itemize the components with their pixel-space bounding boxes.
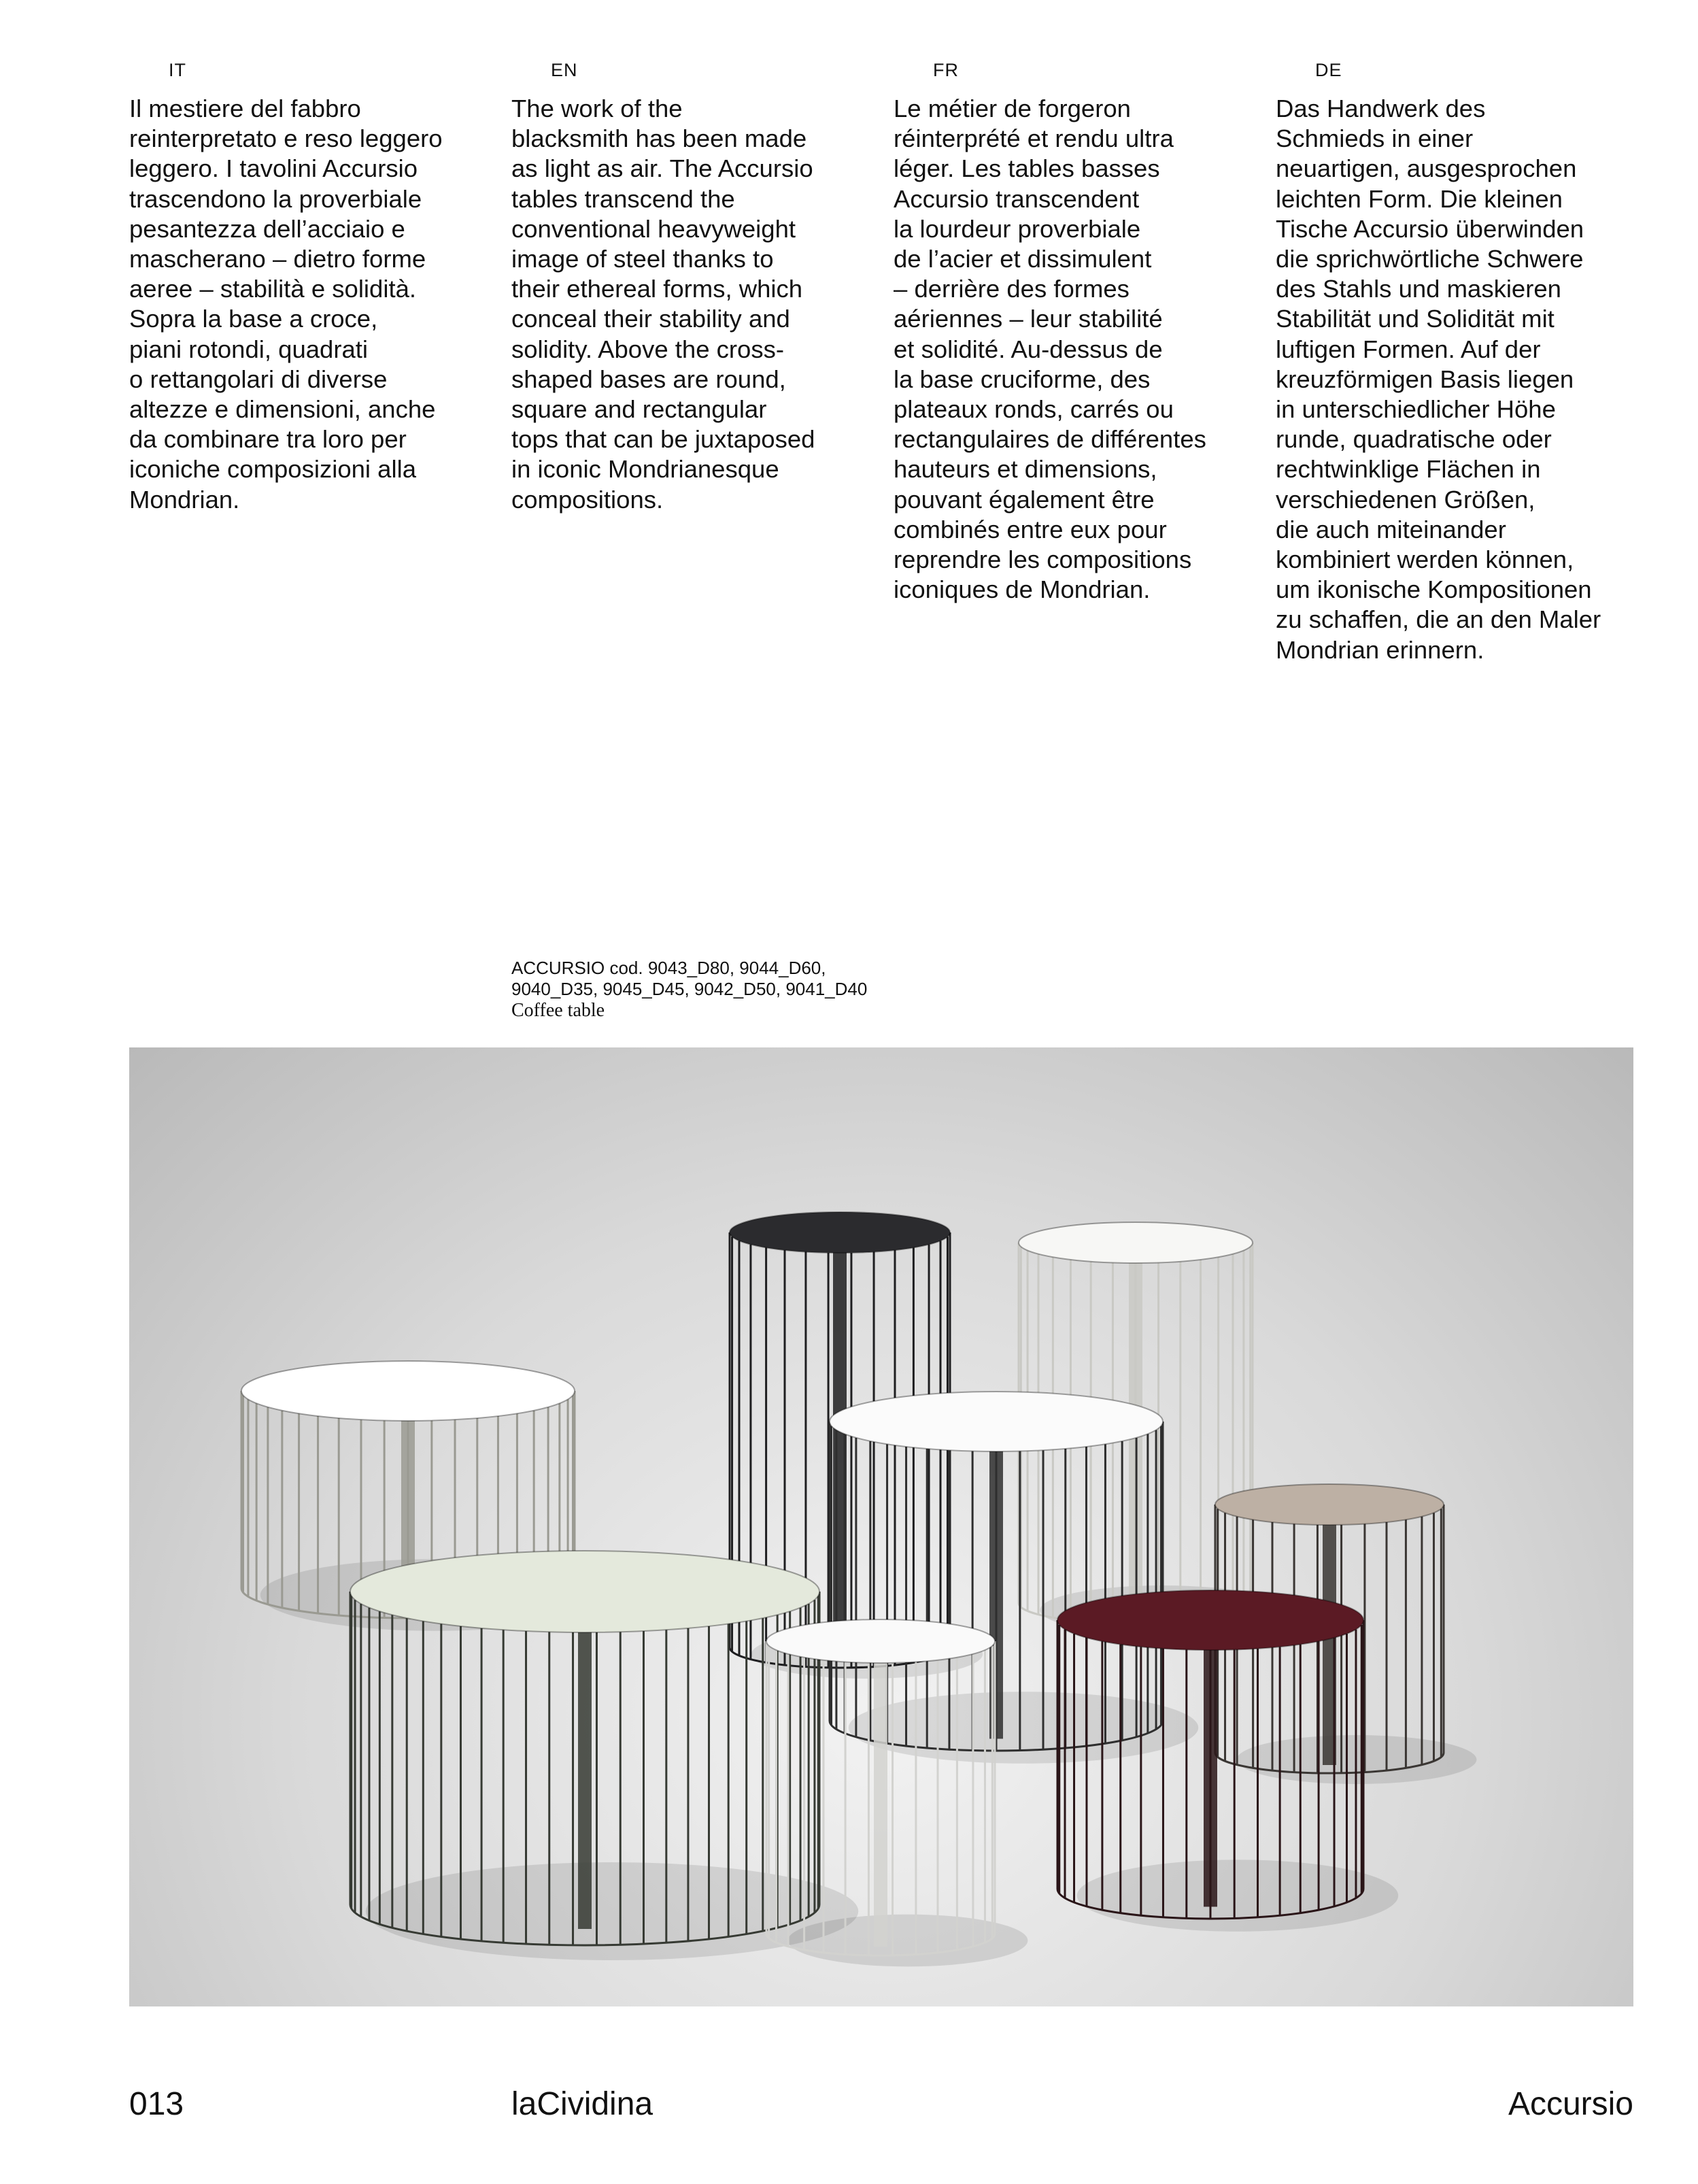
column-text: Il mestiere del fabbro reinterpretato e reso leggero leggero. I tavolini Accursio trascendono la proverbiale pesantezza dell’acciaio e mascherano – dietro forme aeree – stabilità e solidità. Sopra la base a croce, piani rotondi, quadrati o rettangolari di diverse altezze e dimensioni, anche da combinare tra loro per iconiche composizioni alla Mondrian. [129, 95, 443, 514]
column-text: The work of the blacksmith has been made as light as air. The Accursio tables transcend the conventional heavyweight image of steel thanks to their ethereal forms, which conceal their stability and solidity. Above the cross- shaped bases are round, square and rectangular tops that can be juxtaposed in iconic Mondrianesque compositions. [511, 95, 815, 514]
page-number: 013 [129, 2086, 184, 2122]
column-text: Das Handwerk des Schmieds in einer neuartigen, ausgesprochen leichten Form. Die kleinen Tische Accursio überwinden die sprichwörtliche Schwere des Stahls und maskieren Stabilität und Solidität mit luftigen Formen. Auf der kreuzförmigen Basis liegen in unterschiedlicher Höhe runde, quadratische oder rechtwinklige Flächen in verschiedenen Größen, die auch miteinander kombiniert werden können, um ikonische Kompositionen zu schaffen, die an den Maler Mondrian erinnern. [1276, 95, 1601, 664]
text-column-de [1276, 58, 1636, 665]
product-codes: ACCURSIO cod. 9043_D80, 9044_D60, 9040_D35, 9045_D45, 9042_D50, 9041_D40 [511, 958, 868, 999]
table-8 [1057, 1590, 1398, 1932]
product-type: Coffee table [511, 1000, 605, 1021]
table-6 [350, 1551, 858, 1960]
language-label: FR [933, 60, 959, 80]
product-name: Accursio [1508, 2086, 1633, 2122]
text-column-en [511, 58, 872, 515]
language-label: IT [169, 60, 186, 80]
language-label: EN [551, 60, 578, 80]
text-column-it [129, 58, 490, 515]
column-text: Le métier de forgeron réinterprété et rendu ultra léger. Les tables basses Accursio transcendent la lourdeur proverbiale de l’acier et dissimulent – derrière des formes aériennes – leur stabilité et solidité. Au-dessus de la base cruciforme, des plateaux ronds, carrés ou rectangulaires de différentes hauteurs et dimensions, pouvant également être combinés entre eux pour reprendre les compositions iconiques de Mondrian. [894, 95, 1206, 604]
product-caption [511, 958, 867, 1022]
tables-illustration [129, 1047, 1633, 2006]
language-label: DE [1315, 60, 1342, 80]
text-column-fr [894, 58, 1254, 605]
product-photo [129, 1047, 1633, 2006]
brand-name: laCividina [511, 2086, 653, 2122]
